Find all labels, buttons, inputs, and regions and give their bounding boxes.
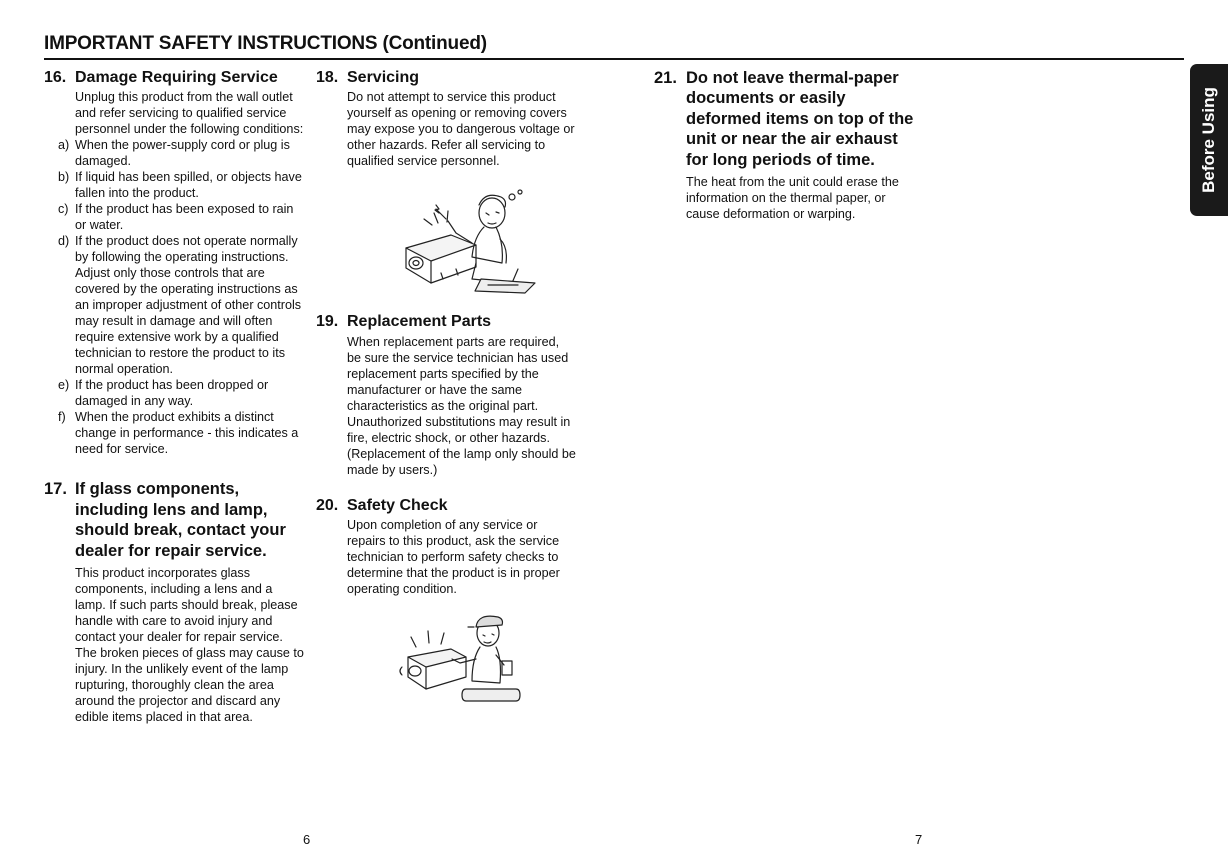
section-number: 18. <box>316 69 339 86</box>
column-right <box>654 68 919 222</box>
section-17-body: This product incorporates glass components, including a lens and a lamp. If such parts should break, please handle with care to avoid injury and contact your dealer for repair service. The broken pieces of glass may cause to injury. In the unlikely event of the lamp rupturing, thoroughly clean the area around the projector and discard any edible items placed in that area. <box>75 566 304 725</box>
condition-item <box>44 201 304 233</box>
section-title: Damage Requiring Service <box>75 69 278 86</box>
section-20-heading <box>316 496 576 516</box>
section-title: Safety Check <box>347 496 448 514</box>
condition-text: When the power-supply cord or plug is damaged. <box>75 138 290 169</box>
section-title: Do not leave thermal-paper documents or easily deformed items on top of the unit or near the air exhaust for long periods of time. <box>686 69 914 169</box>
safety-check-illustration <box>316 609 576 709</box>
condition-item <box>44 377 304 409</box>
section-16 <box>44 68 304 457</box>
page-title: IMPORTANT SAFETY INSTRUCTIONS (Continued) <box>44 33 487 54</box>
condition-letter: b) <box>58 170 70 185</box>
section-18-body: Do not attempt to service this product yourself as opening or removing covers may expose you to dangerous voltage or other hazards. Refer all servicing to qualified service personnel. <box>347 90 575 169</box>
section-16-heading <box>44 68 304 88</box>
section-17-heading <box>44 479 304 561</box>
section-20 <box>316 496 576 597</box>
section-number: 19. <box>316 313 339 331</box>
page-number-right: 7 <box>915 832 923 847</box>
section-21-heading <box>654 68 919 170</box>
section-21-body: The heat from the unit could erase the information on the thermal paper, or cause deformation or warping. <box>686 175 899 222</box>
section-number: 16. <box>44 69 67 86</box>
section-18 <box>316 68 576 169</box>
section-title: Servicing <box>347 69 420 86</box>
section-number: 21. <box>654 69 677 87</box>
section-number: 20. <box>316 496 339 514</box>
section-19-note: (Replacement of the lamp only should be made by users.) <box>347 446 576 477</box>
condition-item <box>44 137 304 169</box>
section-20-body: Upon completion of any service or repairs to this product, ask the service technician to perform safety checks to determine that the product is in proper operating condition. <box>347 518 560 597</box>
condition-text: If the product has been dropped or damaged in any way. <box>75 378 269 409</box>
section-title: Replacement Parts <box>347 313 492 331</box>
condition-item <box>44 233 304 377</box>
title-divider <box>44 58 1184 60</box>
condition-item <box>44 409 304 457</box>
section-21 <box>654 68 919 222</box>
column-left <box>44 68 304 725</box>
section-title: If glass components, including lens and lamp, should break, contact your dealer for repair service. <box>75 480 286 560</box>
condition-letter: c) <box>58 202 69 217</box>
condition-letter: a) <box>58 138 70 153</box>
section-number: 17. <box>44 480 67 499</box>
column-middle <box>316 68 576 709</box>
section-19 <box>316 312 576 477</box>
condition-text: When the product exhibits a distinct change in performance - this indicates a need for service. <box>75 410 299 457</box>
section-side-tab <box>1190 64 1228 216</box>
condition-text: If the product has been exposed to rain or water. <box>75 202 294 233</box>
section-16-intro: Unplug this product from the wall outlet and refer servicing to qualified service personnel under the following conditions: <box>75 90 304 137</box>
section-19-heading <box>316 312 576 332</box>
section-18-heading <box>316 68 576 88</box>
condition-letter: d) <box>58 234 70 249</box>
condition-letter: f) <box>58 410 66 425</box>
page-number-left: 6 <box>303 832 311 847</box>
condition-letter: e) <box>58 378 70 393</box>
section-17 <box>44 479 304 725</box>
side-tab-label: Before Using <box>1199 87 1219 193</box>
servicing-illustration <box>316 183 576 301</box>
section-19-body: When replacement parts are required, be sure the service technician has used replacement parts specified by the manufacturer or have the same characteristics as the original part. Unauthorized substitutions may result in fire, electric shock, or other hazards. <box>347 334 571 445</box>
condition-text: If the product does not operate normally by following the operating instructions. Adjust only those controls that are covered by the operating instructions as an improper adjustment of other controls may result in damage and will often require extensive work by a qualified technician to restore the product to its normal operation. <box>75 234 302 377</box>
condition-text: If liquid has been spilled, or objects have fallen into the product. <box>75 170 302 201</box>
condition-item <box>44 169 304 201</box>
